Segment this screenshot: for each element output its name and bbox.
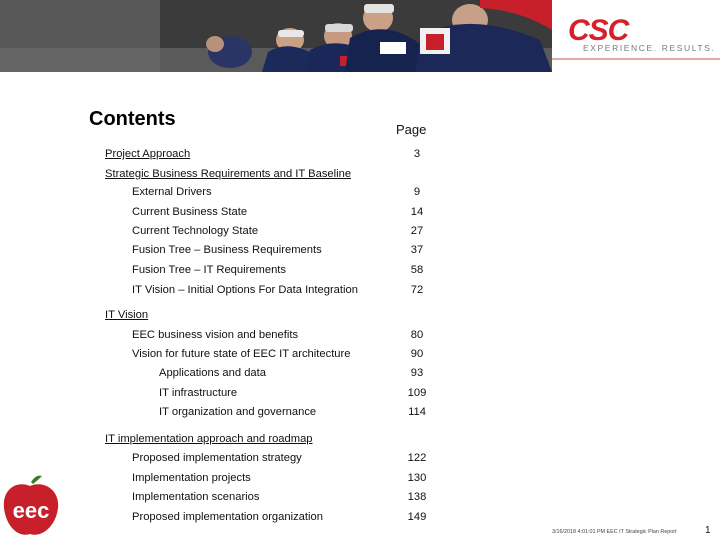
toc-row[interactable] bbox=[0, 264, 720, 280]
toc-page-number: 3 bbox=[413, 148, 421, 160]
toc-page-number: 149 bbox=[407, 511, 427, 523]
eec-logo-text: eec bbox=[12, 498, 50, 523]
toc-row[interactable] bbox=[0, 168, 720, 184]
csc-logo-text: CSC bbox=[568, 14, 629, 47]
toc-row[interactable] bbox=[0, 329, 720, 345]
toc-entry-title: Fusion Tree – Business Requirements bbox=[132, 244, 322, 256]
toc-section-title: IT Vision bbox=[105, 309, 149, 321]
toc-entry-title: IT Vision – Initial Options For Data Integration bbox=[132, 284, 358, 296]
toc-page-number: 93 bbox=[410, 367, 424, 379]
toc-row[interactable] bbox=[0, 186, 720, 202]
toc-entry-title: Current Business State bbox=[132, 206, 248, 218]
page-number: 1 bbox=[705, 525, 711, 536]
toc-row[interactable] bbox=[0, 511, 720, 527]
toc-row[interactable] bbox=[0, 309, 720, 325]
toc-entry-title: Implementation scenarios bbox=[132, 491, 260, 503]
toc-entry-title: Applications and data bbox=[159, 367, 266, 379]
toc-section-title: Project Approach bbox=[105, 148, 191, 160]
toc-entry-title: Proposed implementation organization bbox=[132, 511, 323, 523]
cyclists-illustration bbox=[0, 0, 552, 72]
toc-page-number: 72 bbox=[410, 284, 424, 296]
eec-logo bbox=[0, 472, 62, 540]
toc-page-number: 37 bbox=[410, 244, 424, 256]
toc-row[interactable] bbox=[0, 433, 720, 449]
toc-entry-title: IT organization and governance bbox=[159, 406, 317, 418]
toc-page-number: 114 bbox=[408, 406, 426, 418]
toc-page-number: 80 bbox=[410, 329, 424, 341]
cyclists-photo bbox=[0, 0, 552, 72]
toc-row[interactable] bbox=[0, 387, 720, 403]
toc-page-number: 27 bbox=[410, 225, 424, 237]
toc-row[interactable] bbox=[0, 348, 720, 364]
toc-entry-title: Current Technology State bbox=[132, 225, 259, 237]
csc-tagline: EXPERIENCE. RESULTS. bbox=[583, 43, 716, 53]
header-banner bbox=[0, 0, 720, 72]
toc-entry-title: Implementation projects bbox=[132, 472, 251, 484]
apple-logo-icon bbox=[0, 472, 62, 540]
toc-row[interactable] bbox=[0, 206, 720, 222]
toc-page-number: 90 bbox=[410, 348, 424, 360]
toc-section-title: IT implementation approach and roadmap bbox=[105, 433, 313, 445]
toc-page-number: 109 bbox=[407, 387, 427, 399]
toc-entry-title: EEC business vision and benefits bbox=[132, 329, 299, 341]
toc-page-number: 122 bbox=[407, 452, 427, 464]
toc-row[interactable] bbox=[0, 472, 720, 488]
toc-row[interactable] bbox=[0, 148, 720, 164]
toc-section-title: Strategic Business Requirements and IT Baseline bbox=[105, 168, 352, 180]
toc-row[interactable] bbox=[0, 367, 720, 383]
toc-row[interactable] bbox=[0, 452, 720, 468]
toc-page-number: 58 bbox=[410, 264, 424, 276]
toc-row[interactable] bbox=[0, 284, 720, 300]
toc-entry-title: External Drivers bbox=[132, 186, 212, 198]
toc-page-number: 130 bbox=[407, 472, 427, 484]
page-column-heading: Page bbox=[396, 122, 427, 137]
page-title: Contents bbox=[89, 108, 176, 130]
toc-entry-title: IT infrastructure bbox=[159, 387, 238, 399]
toc-entry-title: Proposed implementation strategy bbox=[132, 452, 302, 464]
toc-row[interactable] bbox=[0, 491, 720, 507]
toc-entry-title: Fusion Tree – IT Requirements bbox=[132, 264, 287, 276]
toc-page-number: 138 bbox=[407, 491, 427, 503]
toc-row[interactable] bbox=[0, 244, 720, 260]
toc-row[interactable] bbox=[0, 225, 720, 241]
csc-logo bbox=[552, 0, 720, 72]
toc-page-number: 14 bbox=[410, 206, 424, 218]
toc-entry-title: Vision for future state of EEC IT architecture bbox=[132, 348, 351, 360]
footer-stamp: 3/16/2018 4:01:01 PM EEC IT Strategic Plan Report bbox=[552, 529, 677, 535]
toc-row[interactable] bbox=[0, 406, 720, 422]
divider bbox=[552, 58, 720, 60]
toc-page-number: 9 bbox=[413, 186, 421, 198]
